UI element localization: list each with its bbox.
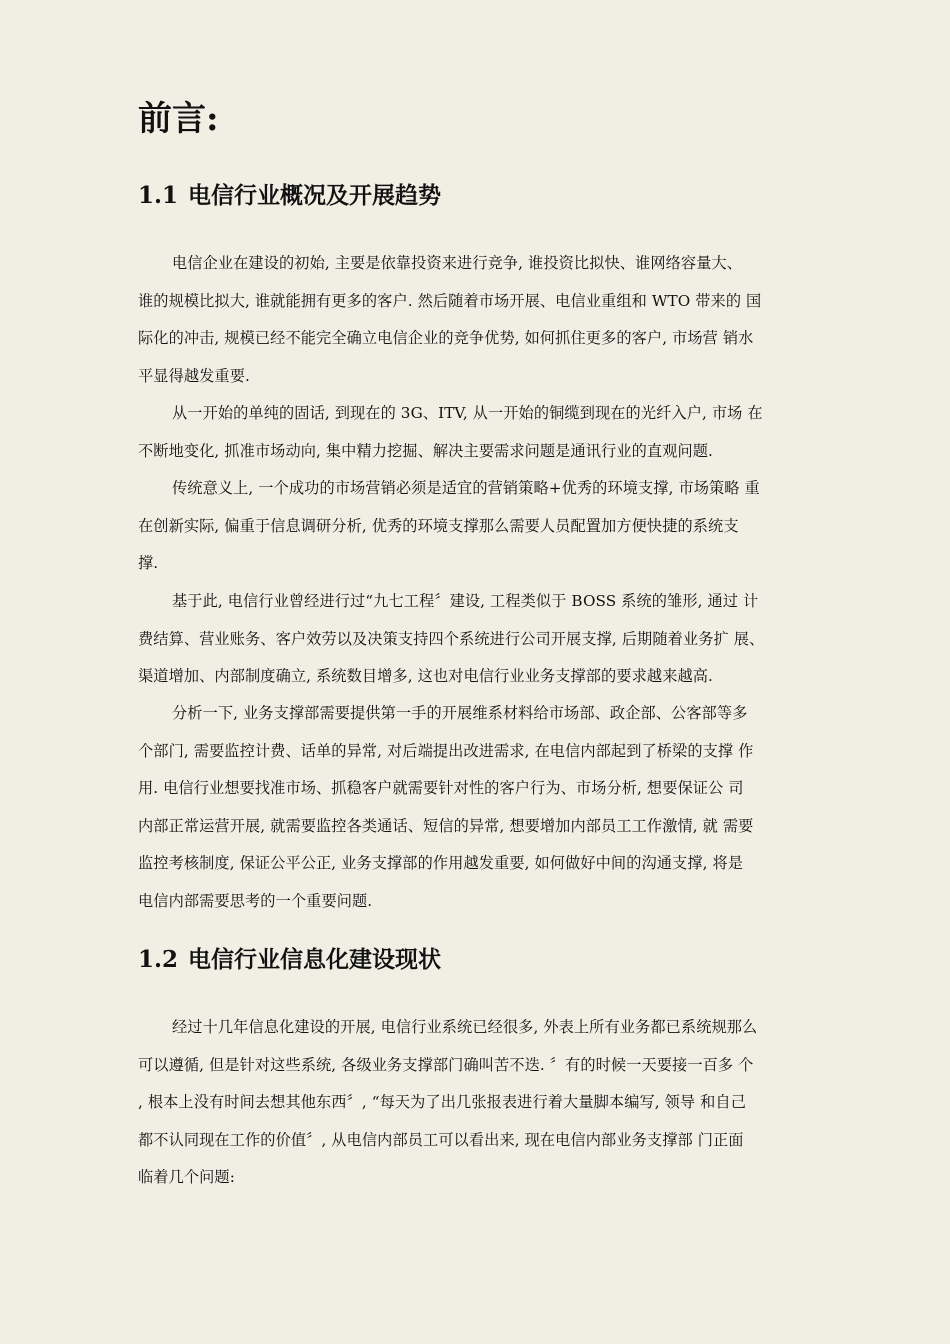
paragraph-5 [138, 695, 828, 920]
paragraph-3 [138, 470, 828, 583]
text-line: 分析一下, 业务支撑部需要提供第一手的开展维系材料给市场部、政企部、公客部等多 [172, 704, 748, 722]
text-line: 费结算、营业账务、客户效劳以及决策支持四个系统进行公司开展支撑, 后期随着业务扩 展、 [138, 629, 765, 648]
paragraph-6 [138, 1009, 828, 1197]
section-heading-1-1 [138, 181, 441, 211]
text-line: 都不认同现在工作的价值〞, 从电信内部员工可以看出来, 现在电信内部业务支撑部 门正面 [138, 1130, 744, 1149]
paragraph-2 [138, 395, 828, 470]
text-line: 撑. [138, 554, 159, 572]
page-title: 前言: [138, 99, 219, 139]
text-line: 谁的规模比拟大, 谁就能拥有更多的客户. 然后随着市场开展、电信业重组和 WTO 带来的 国 [138, 291, 762, 310]
text-line: 传统意义上, 一个成功的市场营销必须是适宜的营销策略+优秀的环境支撑, 市场策略 重 [172, 479, 760, 497]
text-line: 平显得越发重要. [138, 366, 250, 385]
text-line: 电信企业在建设的初始, 主要是依靠投资来进行竞争, 谁投资比拟快、谁网络容量大、 [172, 254, 743, 272]
text-line: , 根本上没有时间去想其他东西〞, “每天为了出几张报表进行着大量脚本编写, 领导 和自己 [138, 1093, 746, 1111]
text-line: 可以遵循, 但是针对这些系统, 各级业务支撑部门确叫苦不迭. 〞有的时候一天要接一百多 个 [138, 1055, 754, 1074]
paragraph-1 [138, 245, 828, 395]
text-line: 监控考核制度, 保证公平公正, 业务支撑部的作用越发重要, 如何做好中间的沟通支撑, 将是 [138, 854, 744, 872]
text-line: 用. 电信行业想要找准市场、抓稳客户就需要针对性的客户行为、市场分析, 想要保证公 司 [138, 779, 744, 797]
section-heading-1-2 [138, 945, 441, 975]
text-line: 不断地变化, 抓准市场动向, 集中精力挖掘、解决主要需求问题是通讯行业的直观问题. [138, 441, 713, 460]
text-line: 临着几个问题: [138, 1168, 235, 1186]
section-title: 电信行业信息化建设现状 [188, 946, 442, 973]
text-line: 基于此, 电信行业曾经进行过“九七工程〞建设, 工程类似于 BOSS 系统的雏形, 通过 计 [172, 592, 759, 610]
text-line: 经过十几年信息化建设的开展, 电信行业系统已经很多, 外表上所有业务都已系统规那么 [172, 1018, 758, 1036]
text-line: 内部正常运营开展, 就需要监控各类通话、短信的异常, 想要增加内部员工工作激情, 就 需要 [138, 816, 754, 835]
paragraph-4 [138, 583, 828, 696]
text-line: 渠道增加、内部制度确立, 系统数目增多, 这也对电信行业业务支撑部的要求越来越高. [138, 667, 713, 685]
text-line: 在创新实际, 偏重于信息调研分析, 优秀的环境支撑那么需要人员配置加方便快捷的系统支 [138, 516, 739, 535]
section-number: 1.2 [138, 946, 179, 973]
text-line: 电信内部需要思考的一个重要问题. [138, 891, 373, 910]
text-line: 从一开始的单纯的固话, 到现在的 3G、ITV, 从一开始的铜缆到现在的光纤入户, 市场 在 [172, 404, 763, 422]
section-number: 1.1 [138, 182, 179, 209]
text-line: 际化的冲击, 规模已经不能完全确立电信企业的竞争优势, 如何抓住更多的客户, 市场营 销水 [138, 329, 754, 347]
text-line: 个部门, 需要监控计费、话单的异常, 对后端提出改进需求, 在电信内部起到了桥梁的支撑 作 [138, 741, 754, 760]
section-title: 电信行业概况及开展趋势 [188, 182, 442, 209]
